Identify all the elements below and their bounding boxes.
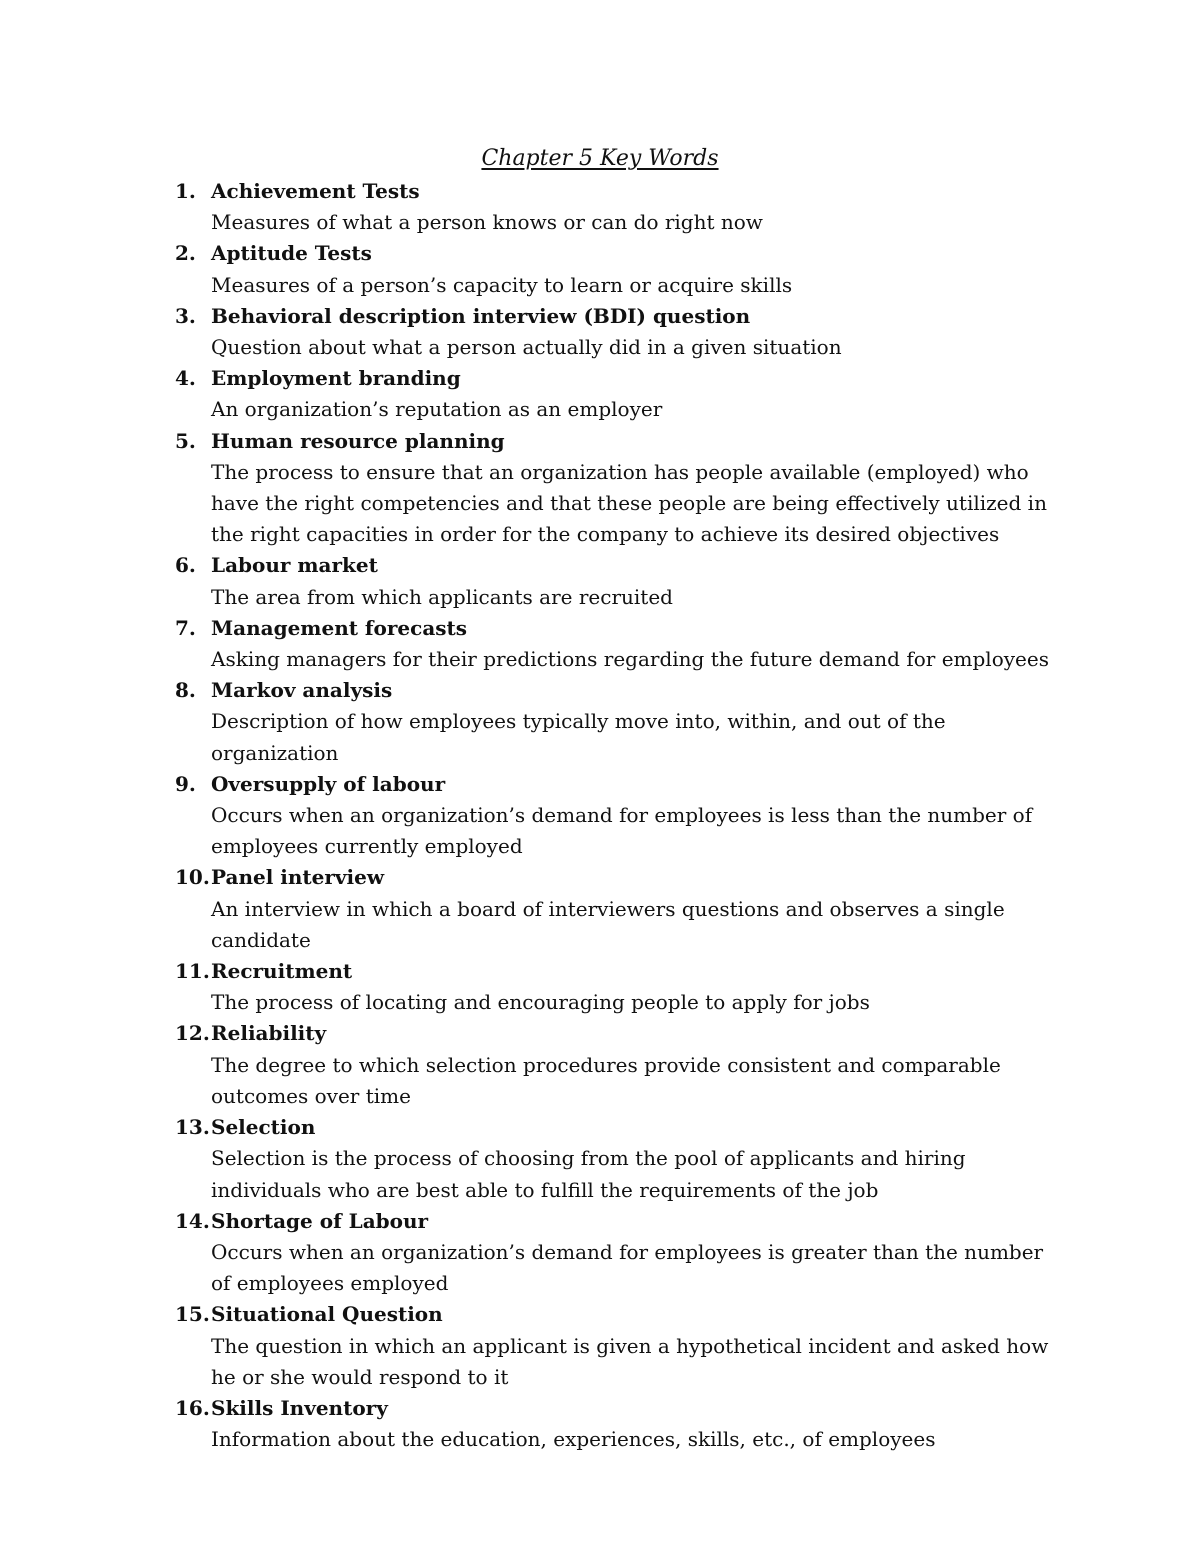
term-name: Achievement Tests xyxy=(211,179,420,203)
term-number: 2. xyxy=(175,241,196,266)
list-item xyxy=(0,238,1200,300)
term-name: Employment branding xyxy=(211,366,461,391)
term-number: 3. xyxy=(175,303,196,328)
term-number: 14. xyxy=(175,1208,210,1233)
term-number: 15. xyxy=(175,1302,210,1327)
term-definition: The question in which an applicant is given a hypothetical incident and asked how he or she would respond to it xyxy=(211,1333,1049,1389)
term-definition: An interview in which a board of interviewers questions and observes a single candidate xyxy=(211,896,1005,952)
list-item xyxy=(0,426,1200,551)
list-item xyxy=(0,301,1200,363)
list-item xyxy=(0,176,1200,238)
term-name: Oversupply of labour xyxy=(211,771,446,796)
list-item xyxy=(0,675,1200,769)
list-item xyxy=(0,1393,1200,1455)
list-item xyxy=(0,1018,1200,1112)
list-item xyxy=(0,363,1200,425)
list-item xyxy=(0,862,1200,956)
term-number: 1. xyxy=(175,179,196,203)
page-title: Chapter 5 Key Words xyxy=(481,146,719,171)
list-item xyxy=(0,1299,1200,1393)
term-number: 9. xyxy=(175,771,196,796)
term-definition: Description of how employees typically move into, within, and out of the organization xyxy=(211,709,946,765)
term-definition: Question about what a person actually did in a given situation xyxy=(211,335,842,360)
list-item xyxy=(0,769,1200,863)
term-number: 13. xyxy=(175,1115,210,1140)
term-name: Human resource planning xyxy=(211,428,505,453)
term-number: 7. xyxy=(175,615,196,640)
term-number: 5. xyxy=(175,428,196,453)
term-definition: The area from which applicants are recruited xyxy=(211,584,673,609)
term-definition: The process to ensure that an organization has people available (employed) who have the right competencies and that these people are being effectively utilized in the right capacities in order for the company to achieve its desired objectives xyxy=(211,459,1047,547)
term-definition: Selection is the process of choosing from the pool of applicants and hiring individuals who are best able to fulfill the requirements of the job xyxy=(211,1146,966,1202)
term-name: Markov analysis xyxy=(211,678,393,703)
term-number: 16. xyxy=(175,1395,210,1420)
term-number: 6. xyxy=(175,553,196,578)
term-definition: The degree to which selection procedures provide consistent and comparable outcomes over time xyxy=(211,1052,1001,1108)
term-definition: Occurs when an organization’s demand for employees is less than the number of employees currently employed xyxy=(211,803,1033,859)
list-item xyxy=(0,1206,1200,1300)
term-name: Management forecasts xyxy=(211,615,468,640)
term-name: Labour market xyxy=(211,553,378,578)
term-name: Shortage of Labour xyxy=(211,1208,429,1233)
list-item xyxy=(0,613,1200,675)
term-name: Aptitude Tests xyxy=(211,241,372,266)
term-number: 8. xyxy=(175,678,196,703)
term-name: Recruitment xyxy=(211,959,353,984)
list-item xyxy=(0,956,1200,1018)
term-definition: The process of locating and encouraging people to apply for jobs xyxy=(211,990,870,1015)
term-number: 4. xyxy=(175,366,196,391)
term-name: Situational Question xyxy=(211,1302,443,1327)
term-number: 12. xyxy=(175,1021,210,1046)
term-definition: Measures of a person’s capacity to learn or acquire skills xyxy=(211,272,793,297)
term-name: Behavioral description interview (BDI) question xyxy=(211,303,751,328)
term-name: Panel interview xyxy=(211,865,385,890)
term-number: 11. xyxy=(175,959,210,984)
key-words-list xyxy=(0,176,1200,1455)
term-definition: Information about the education, experiences, skills, etc., of employees xyxy=(211,1427,936,1452)
term-definition: Measures of what a person knows or can do right now xyxy=(211,210,763,235)
term-number: 10. xyxy=(175,865,210,890)
list-item xyxy=(0,550,1200,612)
term-definition: An organization’s reputation as an employer xyxy=(211,397,663,422)
list-item xyxy=(0,1112,1200,1206)
term-definition: Occurs when an organization’s demand for employees is greater than the number of employees employed xyxy=(211,1239,1044,1296)
term-name: Selection xyxy=(211,1115,316,1140)
term-name: Reliability xyxy=(211,1021,327,1046)
term-name: Skills Inventory xyxy=(211,1395,388,1420)
term-definition: Asking managers for their predictions regarding the future demand for employees xyxy=(211,647,1049,672)
